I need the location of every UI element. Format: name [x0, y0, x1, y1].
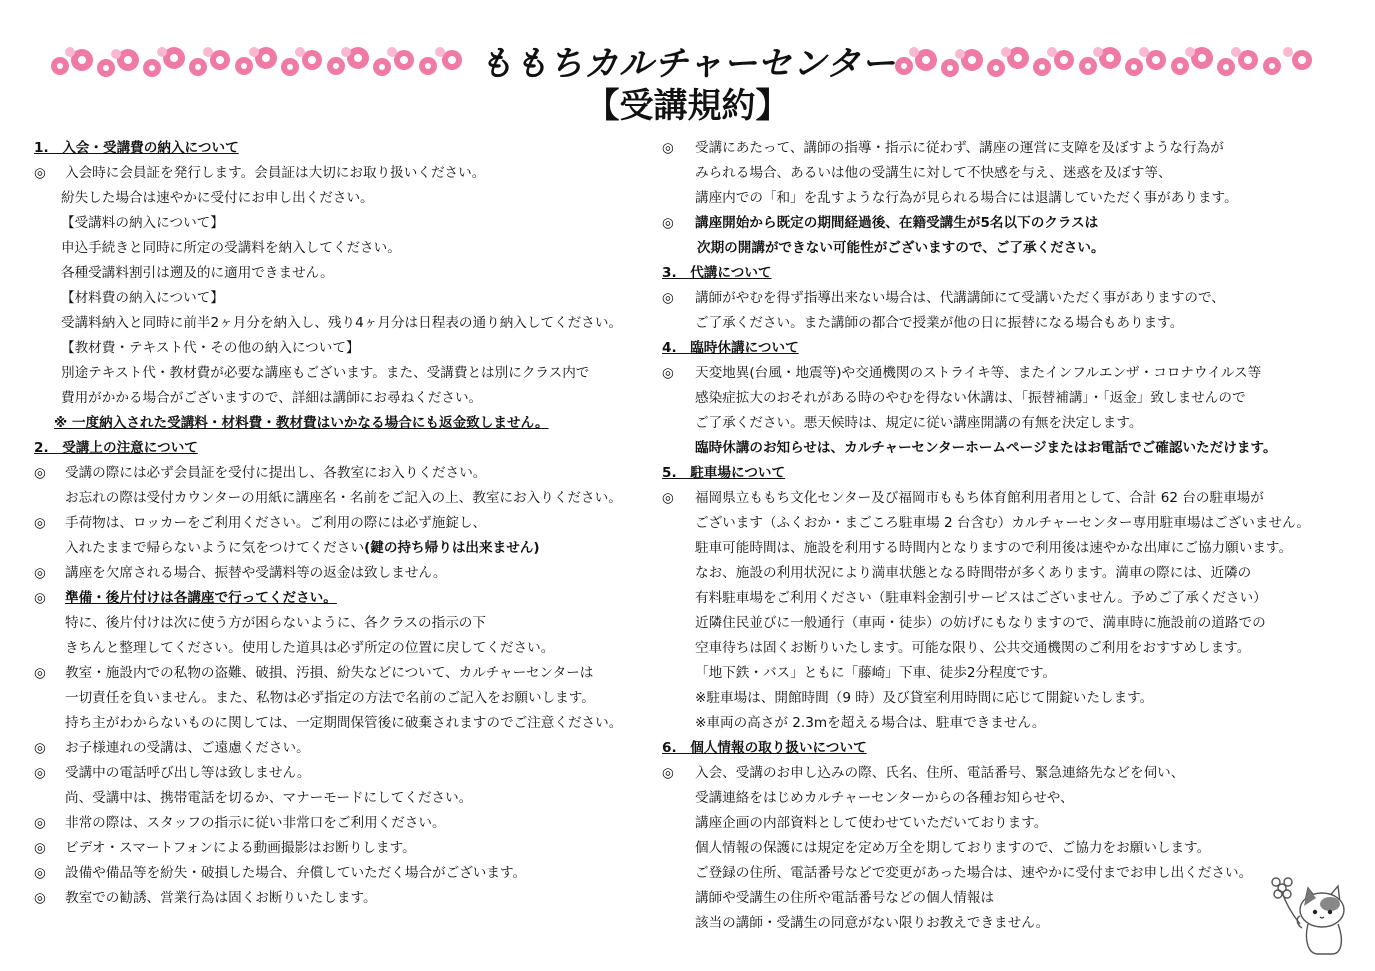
- refund-notice: ※ 一度納入された受講料・材料費・教材費はいかなる場合にも返金致しません。: [54, 415, 549, 431]
- list-item: ◎ 受講中の電話呼び出し等は致しません。: [34, 761, 634, 786]
- list-item: ◎ 講座を欠席される場合、振替や受講料等の返金は致しません。: [34, 561, 634, 586]
- list-item: ◎ 手荷物は、ロッカーをご利用ください。ご利用の際には必ず施錠し、: [34, 511, 634, 536]
- list-line: なお、施設の利用状況により満車状態となる時間帯が多くあります。満車の際には、近隣の: [695, 565, 1252, 581]
- bullet-icon: ◎: [34, 765, 46, 781]
- center-title: ももちカルチャーセンター: [479, 44, 896, 84]
- list-line: 持ち主がわからないものに関しては、一定期間保管後に破棄されますのでご注意ください。: [65, 715, 623, 731]
- list-line: 有料駐車場をご利用ください（駐車料金割引サービスはございません。予めご了承ください）: [695, 590, 1267, 606]
- list-line: ご了承ください。悪天候時は、規定に従い講座開講の有無を決定します。: [695, 415, 1143, 431]
- list-line: 各種受講料割引は遡及的に適用できません。: [61, 265, 334, 281]
- list-line: 費用がかかる場合がございますので、詳細は講師にお尋ねください。: [61, 390, 483, 406]
- list-line: 空車待ちは固くお断りいたします。可能な限り、公共交通機関のご利用をおすすめします。: [695, 640, 1251, 656]
- list-line: 講座企画の内部資料として使わせていただいております。: [695, 815, 1048, 831]
- list-line: 申込手続きと同時に所定の受講料を納入してください。: [61, 240, 401, 256]
- list-line: ※車両の高さが 2.3mを超える場合は、駐車できません。: [695, 715, 1046, 731]
- list-item: ◎ 講師がやむを得ず指導出来ない場合は、代講講師にて受講いただく事がありますので、: [662, 286, 1322, 311]
- list-item: ◎ 入会時に会員証を発行します。会員証は大切にお取り扱いください。: [34, 161, 634, 186]
- list-line: 【受講料の納入について】: [61, 215, 224, 231]
- list-line: ご登録の住所、電話番号などで変更があった場合は、速やかに受付までお申し出ください。: [695, 865, 1253, 881]
- bullet-icon: ◎: [34, 665, 46, 681]
- bullet-icon: ◎: [662, 365, 674, 381]
- list-line: 個人情報の保護には規定を定め万全を期しておりますので、ご協力をお願いします。: [695, 840, 1211, 856]
- bullet-icon: ◎: [34, 740, 46, 756]
- section-heading: 2. 受講上の注意について: [34, 440, 198, 456]
- list-line: 「地下鉄・バス」ともに「藤崎」下車、徒歩2分程度です。: [695, 665, 1056, 681]
- list-line: みられる場合、あるいは他の受講生に対して不快感を与え、迷惑を及ぼす等、: [695, 165, 1172, 181]
- list-item: ◎ 設備や備品等を紛失・破損した場合、弁償していただく場合がございます。: [34, 861, 634, 886]
- list-line: 感染症拡大のおそれがある時のやむを得ない休講は、「振替補講」・「返金」致しませんので: [695, 390, 1246, 406]
- list-line: ございます（ふくおか・まごころ駐車場 2 台含む）カルチャーセンター専用駐車場はございません。: [695, 515, 1311, 531]
- page-title: 【受講規約】: [585, 86, 790, 126]
- bullet-icon: ◎: [34, 865, 46, 881]
- section-heading: 5. 駐車場について: [662, 465, 786, 481]
- list-item: ◎ 入会、受講のお申し込みの際、氏名、住所、電話番号、緊急連絡先などを伺い、: [662, 761, 1322, 786]
- bullet-icon: ◎: [662, 215, 674, 231]
- bullet-icon: ◎: [34, 165, 46, 181]
- bullet-icon: ◎: [662, 765, 674, 781]
- list-line: 特に、後片付けは次に使う方が困らないように、各クラスの指示の下: [65, 615, 486, 631]
- list-line: きちんと整理してください。使用した道具は必ず所定の位置に戻してください。: [65, 640, 555, 656]
- section-heading: 1. 入会・受講費の納入について: [34, 140, 239, 156]
- bullet-icon: ◎: [34, 515, 46, 531]
- bullet-icon: ◎: [34, 840, 46, 856]
- bullet-icon: ◎: [34, 815, 46, 831]
- list-line: 次期の開講ができない可能性がございますので、ご了承ください。: [697, 240, 1105, 256]
- list-line: 受講料納入と同時に前半2ヶ月分を納入し、残り4ヶ月分は日程表の通り納入してください。: [61, 315, 623, 331]
- list-line: 入れたままで帰らないように気をつけてください(鍵の持ち帰りは出来ません): [65, 540, 540, 556]
- list-item: ◎ ビデオ・スマートフォンによる動画撮影はお断りします。: [34, 836, 634, 861]
- list-line: 別途テキスト代・教材費が必要な講座もございます。また、受講費とは別にクラス内で: [61, 365, 590, 381]
- list-line: 尚、受講中は、携帯電話を切るか、マナーモードにしてください。: [65, 790, 473, 806]
- list-item: ◎ 講座開始から既定の期間経過後、在籍受講生が5名以下のクラスは: [662, 211, 1322, 236]
- section-heading: 4. 臨時休講について: [662, 340, 799, 356]
- bullet-icon: ◎: [34, 565, 46, 581]
- list-line: 紛失した場合は速やかに受付にお申し出ください。: [61, 190, 374, 206]
- bullet-icon: ◎: [662, 140, 674, 156]
- list-line: ※駐車場は、開館時間（9 時）及び貸室利用時間に応じて開錠いたします。: [695, 690, 1154, 706]
- list-line: 該当の講師・受講生の同意がない限りお教えできません。: [695, 915, 1050, 931]
- list-item: ◎ 教室・施設内での私物の盗難、破損、汚損、紛失などについて、カルチャーセンターは: [34, 661, 634, 686]
- list-line: 講座内での「和」を乱すような行為が見られる場合には退講していただく事があります。: [695, 190, 1238, 206]
- bullet-icon: ◎: [662, 290, 674, 306]
- bullet-icon: ◎: [662, 490, 674, 506]
- list-item: ◎ 非常の際は、スタッフの指示に従い非常口をご利用ください。: [34, 811, 634, 836]
- list-item: ◎ 準備・後片付けは各講座で行ってください。: [34, 586, 634, 611]
- bullet-icon: ◎: [34, 890, 46, 906]
- list-line: 講師や受講生の住所や電話番号などの個人情報は: [695, 890, 995, 906]
- cat-with-flower-icon: [1268, 868, 1350, 958]
- list-item: ◎ お子様連れの受講は、ご遠慮ください。: [34, 736, 634, 761]
- section-heading: 3. 代講について: [662, 265, 772, 281]
- list-line: 臨時休講のお知らせは、カルチャーセンターホームページまたはお電話でご確認いただけます。: [695, 440, 1277, 456]
- section-heading: 6. 個人情報の取り扱いについて: [662, 740, 867, 756]
- list-line: お忘れの際は受付カウンターの用紙に講座名・名前をご記入の上、教室にお入りください。: [65, 490, 622, 506]
- bullet-icon: ◎: [34, 465, 46, 481]
- list-line: ご了承ください。また講師の都合で授業が他の日に振替になる場合もあります。: [695, 315, 1184, 331]
- list-line: 【材料費の納入について】: [61, 290, 224, 306]
- list-item: ◎ 教室での勧誘、営業行為は固くお断りいたします。: [34, 886, 634, 911]
- list-line: 一切責任を負いません。また、私物は必ず指定の方法で名前のご記入をお願いします。: [65, 690, 595, 706]
- list-item: ◎ 天変地異(台風・地震等)や交通機関のストライキ等、またインフルエンザ・コロナウイルス等: [662, 361, 1322, 386]
- list-line: 駐車可能時間は、施設を利用する時間内となりますので利用後は速やかな出庫にご協力願います。: [695, 540, 1293, 556]
- list-line: 【教材費・テキスト代・その他の納入について】: [61, 340, 360, 356]
- right-column: [662, 136, 1322, 936]
- list-line: 受講連絡をはじめカルチャーセンターからの各種お知らせや、: [695, 790, 1074, 806]
- left-column: [34, 136, 634, 911]
- bullet-icon: ◎: [34, 590, 46, 606]
- list-item: ◎ 福岡県立ももち文化センター及び福岡市ももち体育館利用者用として、合計 62 台の駐車場が: [662, 486, 1322, 511]
- list-line: 近隣住民並びに一般通行（車両・徒歩）の妨げにもなりますので、満車時に施設前の道路での: [695, 615, 1266, 631]
- list-item: ◎ 受講の際には必ず会員証を受付に提出し、各教室にお入りください。: [34, 461, 634, 486]
- list-item: ◎ 受講にあたって、講師の指導・指示に従わず、講座の運営に支障を及ぼすような行為が: [662, 136, 1322, 161]
